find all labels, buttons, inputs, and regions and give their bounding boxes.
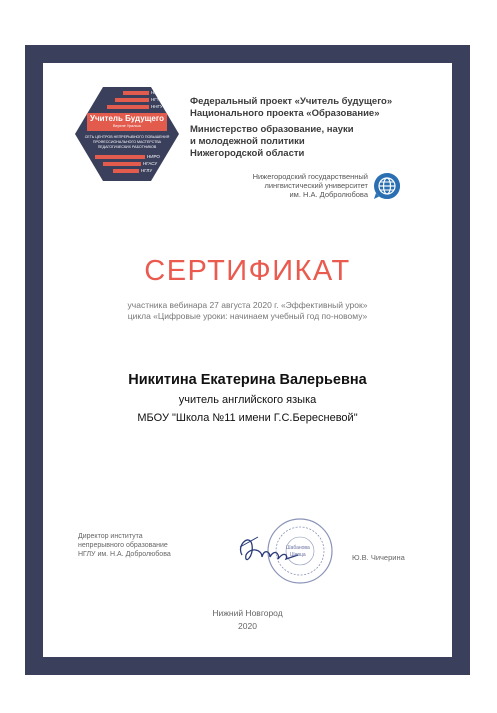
signer-name: Ю.В. Чичерина <box>352 553 405 562</box>
recipient-organization: МБОУ "Школа №11 имени Г.С.Бересневой" <box>137 412 358 424</box>
project-line-2: Национального проекта «Образование» <box>190 108 380 119</box>
certificate-title: СЕРТИФИКАТ <box>144 255 351 287</box>
recipient-name: Никитина Екатерина Валерьевна <box>128 372 367 388</box>
stamp-text-2: Шевца <box>290 552 306 558</box>
university-line-2: лингвистический университет <box>264 181 368 190</box>
ministry-line-3: Нижегородской области <box>190 148 305 159</box>
university-block <box>228 172 368 199</box>
description-line-1: участника вебинара 27 августа 2020 г. «Эффективный урок» <box>127 300 368 310</box>
director-line-1: Директор института <box>78 533 143 540</box>
logo-desc-2: ПРОФЕССИОНАЛЬНОГО МАСТЕРСТВА <box>92 140 162 144</box>
logo-title: Учитель Будущего <box>90 114 164 123</box>
stamp-text-1: Шабанова <box>286 545 310 551</box>
logo-label-niro: НИРО <box>147 154 160 159</box>
director-line-3: НГЛУ им. Н.А. Добролюбова <box>78 551 171 558</box>
logo-label-ngasu: НГАСУ <box>143 161 158 166</box>
ministry-line-2: и молодежной политики <box>190 136 305 147</box>
logo-label-nngu: ННГУ <box>151 104 163 109</box>
ministry-block <box>190 124 420 160</box>
logo-desc-1: СЕТЬ ЦЕНТРОВ НЕПРЕРЫВНОГО ПОВЫШЕНИЯ <box>84 135 170 139</box>
year: 2020 <box>238 621 257 631</box>
university-line-1: Нижегородский государственный <box>252 172 368 181</box>
logo-subtitle: Верхне Уральск <box>112 124 142 128</box>
director-line-2: непрерывного образование <box>78 542 168 549</box>
logo-label-nglu: НГЛУ <box>141 168 153 173</box>
city: Нижний Новгород <box>212 608 283 618</box>
federal-project-block <box>190 96 410 120</box>
director-title <box>78 532 198 559</box>
recipient-position: учитель английского языка <box>178 394 317 406</box>
logo-graphic <box>73 85 181 183</box>
uchitel-budushchego-logo <box>73 85 181 183</box>
stamp-graphic <box>228 515 338 585</box>
logo-desc-3: ПЕДАГОГИЧЕСКИХ РАБОТНИКОВ <box>97 145 157 149</box>
university-line-3: им. Н.А. Добролюбова <box>289 190 368 199</box>
description-line-2: цикла «Цифровые уроки: начинаем учебный год по-новому» <box>127 311 368 321</box>
logo-label-ngpu: НГПУ <box>151 90 163 95</box>
signature-stamp <box>228 515 338 585</box>
project-line-1: Федеральный проект «Учитель будущего» <box>190 96 393 107</box>
certificate-description <box>43 300 452 322</box>
ministry-line-1: Министерство образование, науки <box>190 124 354 135</box>
logo-label-ngtu: НГТУ <box>151 97 163 102</box>
globe-icon <box>372 171 402 201</box>
